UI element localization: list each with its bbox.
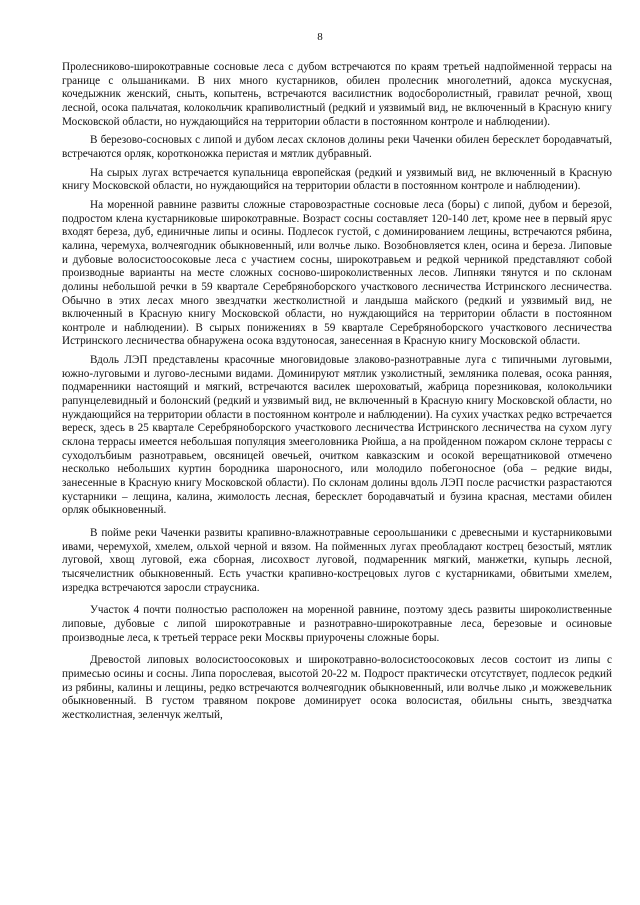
paragraph-6: В пойме реки Чаченки развиты крапивно-влажнотравные сероольшаники с древесными и кустарниковыми ивами, черемухой, хмелем, ольхой черной и вязом. На пойменных лугах преобладают кострец безостый, мятлик луговой, хвощ луговой, ежа сборная, лисохвост луговой, подмаренник мягкий, манжетки, купырь лесной, тысячелистник обыкновенный. Есть участки крапивно-кострецовых лугов с кустарниками, обвитыми хмелем, изредка встречаются заросли страусника. [62, 527, 612, 594]
paragraph-1: Пролесниково-широкотравные сосновые леса с дубом встречаются по краям третьей надпойменной террасы на границе с ольшаниками. В них много кустарников, обилен пролесник многолетний, адокса мускусная, кочедыжник женский, сныть, копытень, встречаются василистник водосборолистный, гравилат речной, хвощ лесной, осока пальчатая, колокольчик крапиволистный (редкий и уязвимый вид, не включенный в Красную книгу Московской области, но нуждающийся на территории области в постоянном контроле и наблюдении). [62, 61, 612, 128]
paragraph-2: В березово-сосновых с липой и дубом лесах склонов долины реки Чаченки обилен бересклет бородавчатый, встречаются орляк, коротконожка перистая и мятлик дубравный. [62, 134, 612, 160]
paragraph-3: На сырых лугах встречается купальница европейская (редкий и уязвимый вид, не включенный в Красную книгу Московской области, но нуждающийся на территории области в постоянном контроле и наблюдении). [62, 166, 612, 193]
paragraph-7: Участок 4 почти полностью расположен на моренной равнине, поэтому здесь развиты широколиственные липовые, дубовые с липой широкотравные и разнотравно-широкотравные леса, березовые и осиновые производные леса, к третьей террасе реки Москвы приурочены сложные боры. [62, 604, 612, 644]
page-number: 8 [317, 31, 323, 43]
paragraph-5: Вдоль ЛЭП представлены красочные многовидовые злаково-разнотравные луга с типичными луговыми, южно-луговыми и лугово-лесными видами. Доминируют мятлик узколистный, земляника полевая, осока ранняя, подмаренники настоящий и мягкий, встречаются василек шероховатый, жабрица порезниковая, колокольчики рапунцелевидный и болонский (редкий и уязвимый вид, не включенный в Красную книгу Московской области, но нуждающийся на территории области в постоянном контроле и наблюдении). На сухих участках редко встречается вереск, здесь в 25 квартале Серебряноборского участкового лесничества Истринского лесничества на сухом лугу склона террасы имеется небольшая популяция змееголовника Рюйша, а на пройденном пожаром склоне террасы с суходолъбиым разнотравьем, овсяницей овечьей, очитком кавказским и осокой верещатниковой отмечено несколько небольших куртин бородника шароносного, или молодило побегоносное (оба – редкие виды, занесенные в Красную книгу Московской области). По склонам долины вдоль ЛЭП после расчистки разрастаются кустарники – лещина, калина, жимолость лесная, бересклет бородавчатый и бузина красная, местами обилен орляк обыкновенный. [62, 354, 612, 517]
paragraph-4: На моренной равнине развиты сложные старовозрастные сосновые леса (боры) с липой, дубом и березой, подростом клена кустарниковые широкотравные. Возраст сосны составляет 120-140 лет, кроме нее в первый ярус входят береза, дуб, единичные липы и осины. Подлесок густой, с доминированием лещины, встречаются рябина, калина, черемуха, волчеягодник обыкновенный, или волчье лыко. Возобновляется клен, осина и береза. Липовые и дубовые волосистоосоковые леса с участием сосны, широкотравьем и редкой черникой представляют собой производные варианты на месте сложных сосново-широколиственных лесов. Липняки тянутся и по склонам долины небольшой речки в 59 квартале Серебряноборского участкового лесничества Истринского лесничества. Обычно в этих лесах много звездчатки жестколистной и ландыша майского (редкий и уязвимый вид, не включенный в Красную книгу Московской области, но нуждающийся на территории области в постоянном контроле и наблюдении). В сырых понижениях в 59 квартале Серебряноборского участкового лесничества Истринского лесничества обнаружена осока вздутоносая, занесенная в Красную книгу Московской области. [62, 198, 612, 348]
paragraph-8: Древостой липовых волосистоосоковых и широкотравно-волосистоосоковых лесов состоит из липы с примесью осины и сосны. Липа порослевая, высотой 20-22 м. Подрост практически отсутствует, подлесок редкий из рябины, калины и лещины, редко встречаются волчеягодник обыкновенный, или волчье лыко ,и можжевельник обыкновенный. В густом травяном покрове доминирует осока волосистая, обильны сныть, звездчатка жестколистная, зеленчук желтый, [62, 654, 612, 721]
document-body [62, 61, 612, 728]
